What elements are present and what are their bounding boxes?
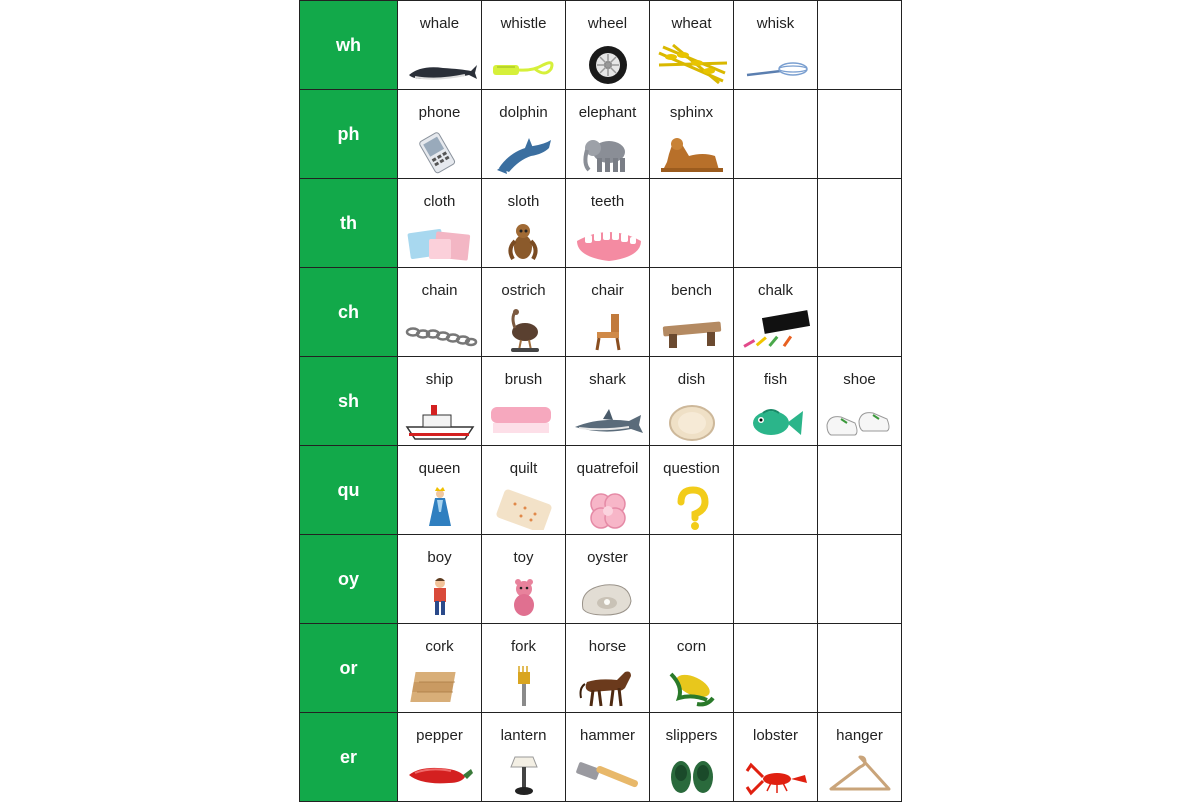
word-label: lobster	[752, 727, 799, 744]
word-card	[818, 357, 902, 446]
digraph-label: wh	[300, 1, 398, 90]
word-card	[482, 357, 566, 446]
word-label: bench	[671, 282, 712, 299]
digraph-label: th	[300, 179, 398, 268]
ostrich-icon	[482, 308, 565, 352]
empty-cell	[818, 179, 902, 268]
word-label: quilt	[509, 460, 538, 477]
empty-cell	[734, 179, 818, 268]
chain-icon	[398, 308, 481, 352]
word-card	[734, 713, 818, 802]
word-label: shoe	[843, 371, 876, 388]
word-label: phone	[418, 104, 461, 121]
brush-icon	[482, 397, 565, 441]
word-card	[566, 535, 650, 624]
word-card	[482, 624, 566, 713]
word-card	[650, 713, 734, 802]
word-label: sphinx	[669, 104, 714, 121]
chart-row-er	[300, 713, 902, 802]
empty-cell	[818, 446, 902, 535]
word-card	[398, 268, 482, 357]
whisk-icon	[734, 41, 817, 85]
dish-icon	[650, 397, 733, 441]
word-label: wheel	[587, 15, 628, 32]
word-label: whale	[419, 15, 460, 32]
word-card	[818, 713, 902, 802]
word-label: slippers	[665, 727, 718, 744]
empty-cell	[818, 1, 902, 90]
empty-cell	[734, 446, 818, 535]
word-card	[650, 268, 734, 357]
word-label: teeth	[590, 193, 625, 210]
quilt-icon	[482, 486, 565, 530]
word-card	[650, 624, 734, 713]
empty-cell	[734, 624, 818, 713]
word-card	[566, 713, 650, 802]
shoe-icon	[818, 397, 901, 441]
elephant-icon	[566, 130, 649, 174]
word-label: pepper	[416, 727, 463, 744]
teeth-icon	[566, 219, 649, 263]
word-card	[566, 357, 650, 446]
digraph-label: ph	[300, 90, 398, 179]
phonogram-chart	[299, 0, 901, 800]
word-card	[482, 535, 566, 624]
chart-row-sh	[300, 357, 902, 446]
chart-row-ch	[300, 268, 902, 357]
pepper-icon	[398, 753, 481, 797]
digraph-label: oy	[300, 535, 398, 624]
empty-cell	[818, 90, 902, 179]
sloth-icon	[482, 219, 565, 263]
word-card	[398, 535, 482, 624]
word-card	[566, 90, 650, 179]
chart-row-ph	[300, 90, 902, 179]
word-label: chalk	[757, 282, 794, 299]
word-label: fish	[763, 371, 788, 388]
word-label: lantern	[500, 727, 547, 744]
word-card	[566, 1, 650, 90]
word-label: horse	[588, 638, 627, 655]
shark-icon	[566, 397, 649, 441]
word-label: queen	[418, 460, 461, 477]
word-label: cork	[425, 638, 454, 655]
word-card	[398, 90, 482, 179]
hammer-icon	[566, 753, 649, 797]
oyster-icon	[566, 575, 649, 619]
horse-icon	[566, 664, 649, 708]
phone-icon	[398, 130, 481, 174]
word-card	[398, 446, 482, 535]
dolphin-icon	[482, 130, 565, 174]
empty-cell	[818, 535, 902, 624]
chart-row-th	[300, 179, 902, 268]
fish-icon	[734, 397, 817, 441]
word-card	[650, 357, 734, 446]
word-card	[398, 1, 482, 90]
word-label: corn	[676, 638, 707, 655]
slippers-icon	[650, 753, 733, 797]
word-label: quatrefoil	[576, 460, 639, 477]
chart-row-wh	[300, 1, 902, 90]
digraph-label: or	[300, 624, 398, 713]
word-label: sloth	[507, 193, 540, 210]
empty-cell	[818, 268, 902, 357]
quatrefoil-icon	[566, 486, 649, 530]
empty-cell	[734, 535, 818, 624]
chair-icon	[566, 308, 649, 352]
word-label: fork	[510, 638, 536, 655]
empty-cell	[818, 624, 902, 713]
word-card	[398, 357, 482, 446]
chart-row-qu	[300, 446, 902, 535]
empty-cell	[650, 179, 734, 268]
word-card	[398, 624, 482, 713]
word-label: whisk	[756, 15, 795, 32]
empty-cell	[734, 90, 818, 179]
word-label: ostrich	[501, 282, 546, 299]
ship-icon	[398, 397, 481, 441]
toy-bear-icon	[482, 575, 565, 619]
word-label: hammer	[579, 727, 635, 744]
word-card	[650, 90, 734, 179]
word-card	[482, 446, 566, 535]
cork-icon	[398, 664, 481, 708]
word-card	[566, 268, 650, 357]
word-label: wheat	[671, 15, 712, 32]
boy-icon	[398, 575, 481, 619]
wheat-icon	[650, 41, 733, 85]
corn-icon	[650, 664, 733, 708]
sphinx-icon	[650, 130, 733, 174]
word-label: elephant	[578, 104, 637, 121]
queen-icon	[398, 486, 481, 530]
word-card	[734, 268, 818, 357]
digraph-label: sh	[300, 357, 398, 446]
bench-icon	[650, 308, 733, 352]
word-card	[482, 179, 566, 268]
word-label: dolphin	[499, 104, 548, 121]
hanger-icon	[818, 753, 901, 797]
digraph-label: er	[300, 713, 398, 802]
word-card	[398, 179, 482, 268]
lobster-icon	[734, 753, 817, 797]
chart-row-or	[300, 624, 902, 713]
word-label: boy	[427, 549, 452, 566]
cloth-icon	[398, 219, 481, 263]
whale-icon	[398, 41, 481, 85]
word-card	[482, 1, 566, 90]
word-label: brush	[504, 371, 543, 388]
question-mark-icon	[650, 486, 733, 530]
word-label: oyster	[587, 549, 628, 566]
word-label: shark	[589, 371, 626, 388]
word-label: chain	[421, 282, 458, 299]
digraph-label: ch	[300, 268, 398, 357]
word-label: question	[663, 460, 720, 477]
word-label: dish	[677, 371, 706, 388]
word-label: hanger	[836, 727, 883, 744]
chart-row-oy	[300, 535, 902, 624]
word-label: cloth	[423, 193, 456, 210]
word-label: ship	[425, 371, 454, 388]
whistle-icon	[482, 41, 565, 85]
word-card	[566, 179, 650, 268]
fork-icon	[482, 664, 565, 708]
word-card	[566, 446, 650, 535]
word-card	[734, 1, 818, 90]
word-label: chair	[591, 282, 624, 299]
empty-cell	[650, 535, 734, 624]
word-label: toy	[513, 549, 534, 566]
lantern-icon	[482, 753, 565, 797]
word-card	[482, 90, 566, 179]
word-card	[398, 713, 482, 802]
word-label: whistle	[500, 15, 547, 32]
word-card	[482, 713, 566, 802]
word-card	[734, 357, 818, 446]
phonogram-table	[299, 0, 902, 802]
word-card	[566, 624, 650, 713]
word-card	[650, 446, 734, 535]
word-card	[482, 268, 566, 357]
wheel-icon	[566, 41, 649, 85]
digraph-label: qu	[300, 446, 398, 535]
word-card	[650, 1, 734, 90]
chalk-icon	[734, 308, 817, 352]
